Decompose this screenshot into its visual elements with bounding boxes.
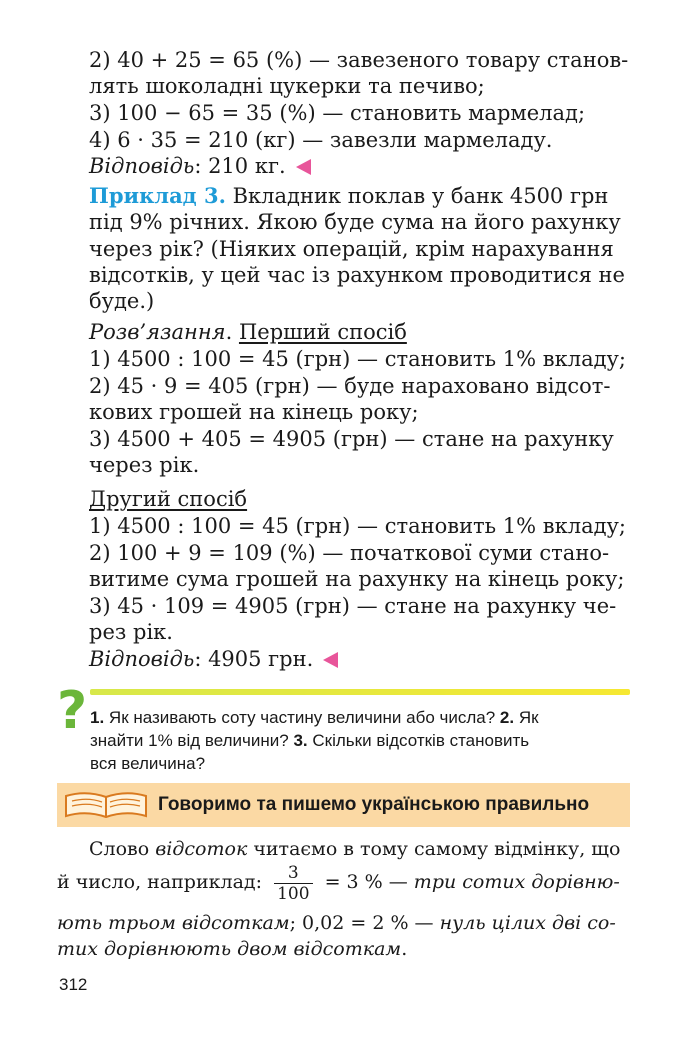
text-line: Слово відсоток читаємо в тому самому відмінку, що [89,838,621,860]
answer-label: Відповідь [89,647,195,671]
question-mark-icon: ? [57,681,88,741]
question-line: 1. Як називають соту частину величини або числа? 2. Як [90,708,539,727]
answer-line [89,153,311,179]
text-line: витиме сума грошей на рахунку на кінець року; [89,567,625,591]
text-line: 3) 45 · 109 = 4905 (грн) — стане на рахунку че- [89,594,617,618]
text-line: й число, наприклад: $\frac{3}{100}$ = 3 % — три сотих дорівню- [57,862,620,904]
text-line: 2) 40 + 25 = 65 (%) — завезеного товару станов- [89,48,629,72]
text-line: через рік. [89,453,200,477]
text-line: 3) 4500 + 405 = 4905 (грн) — стане на рахунку [89,427,614,451]
text-line: лять шоколадні цукерки та печиво; [89,74,485,98]
question-line: вся величина? [90,754,206,773]
questions-divider [90,689,630,695]
text-line: 2) 45 · 9 = 405 (грн) — буде нараховано відсот- [89,374,611,398]
answer-value: : 4905 грн. [194,647,314,671]
example-label: Приклад 3. [89,183,226,208]
text-line: тих дорівнюють двом відсоткам. [57,938,408,960]
text-line: через рік? (Ніяких операцій, крім нарахування [89,237,614,261]
text-line: 1) 4500 : 100 = 45 (грн) — становить 1% вкладу; [89,347,626,371]
method-1-title: Перший спосіб [238,320,407,344]
text-line: рез рік. [89,620,173,644]
answer-line [89,646,338,672]
fraction: $\frac{3}{100}$ [274,863,312,904]
open-book-icon [62,788,150,822]
text-line: 3) 100 − 65 = 35 (%) — становить мармелад; [89,101,586,125]
text-line: ють трьом відсоткам; 0,02 = 2 % — нуль цілих дві со- [57,912,616,934]
text-line: відсотків, у цей час із рахунком проводитися не [89,263,625,287]
review-questions [90,706,630,775]
solution-heading [89,319,407,345]
language-band-title: Говоримо та пишемо українською правильно [158,794,590,815]
example-text: Вкладник поклав у банк 4500 грн [232,184,609,208]
text-line: 1) 4500 : 100 = 45 (грн) — становить 1% вкладу; [89,514,626,538]
end-marker-icon [296,159,311,175]
text-line: під 9% річних. Якою буде сума на його рахунку [89,210,621,234]
end-marker-icon [323,652,338,668]
answer-value: : 210 кг. [194,154,286,178]
text-line: 4) 6 · 35 = 210 (кг) — завезли мармеладу. [89,128,553,152]
solution-dot: . [225,320,233,344]
question-line: знайти 1% від величини? 3. Скільки відсотків становить [90,731,530,750]
answer-label: Відповідь [89,154,195,178]
solution-label: Розв’язання [89,320,226,344]
page-number: 312 [59,975,88,994]
text-line: буде.) [89,289,155,313]
text-line: 2) 100 + 9 = 109 (%) — початкової суми стано- [89,541,610,565]
example-title-line [89,183,608,209]
method-2-title: Другий спосіб [89,487,248,511]
text-line: кових грошей на кінець року; [89,400,419,424]
